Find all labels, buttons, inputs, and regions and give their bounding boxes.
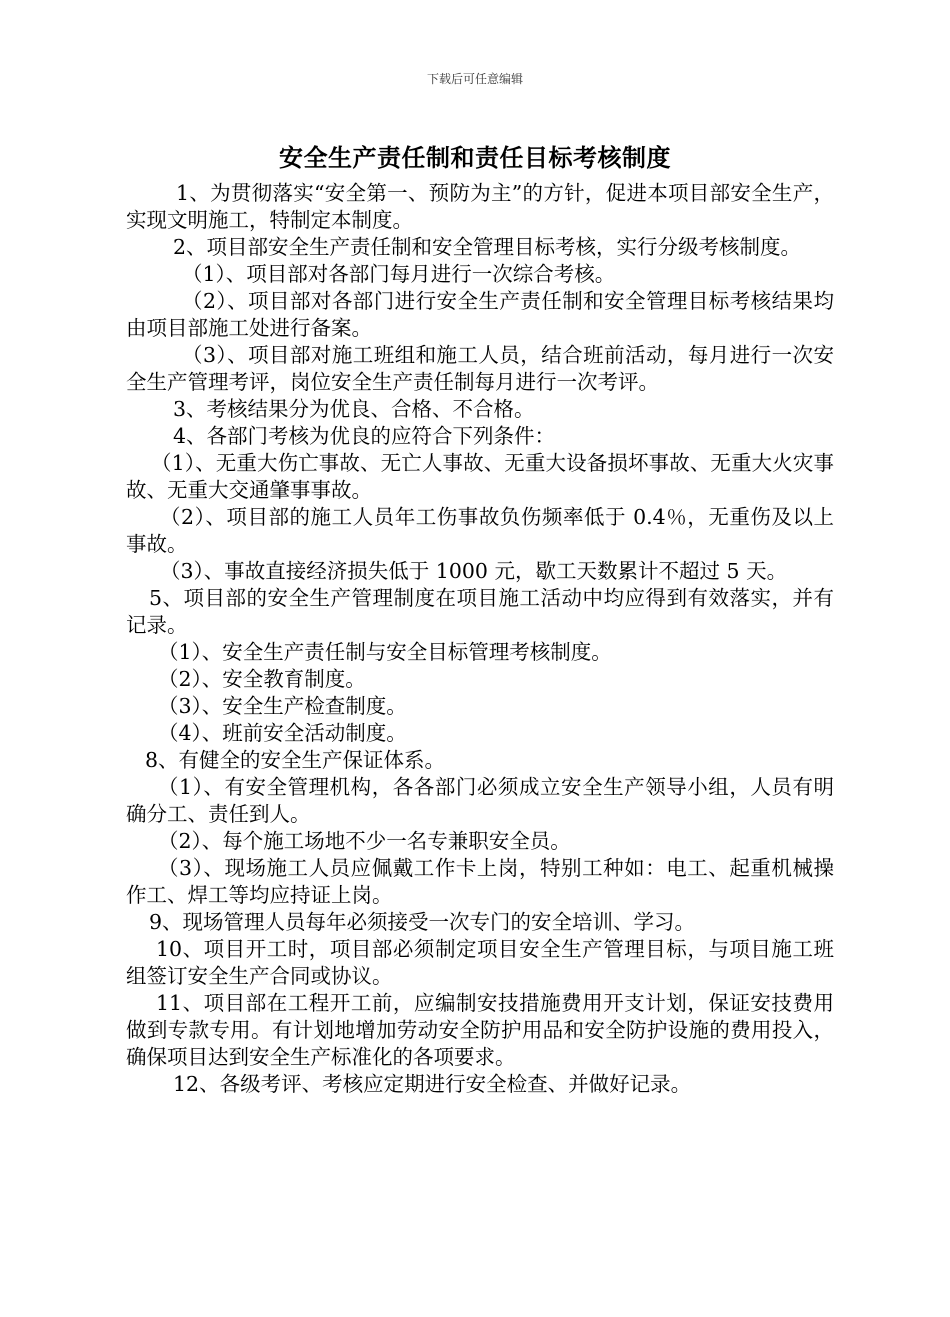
paragraph: （3）、事故直接经济损失低于 1000 元，歇工天数累计不超过 5 天。 bbox=[160, 559, 788, 583]
paragraph: （1）、项目部对各部门每月进行一次综合考核。 bbox=[182, 262, 616, 286]
paragraph: 12、各级考评、考核应定期进行安全检查、并做好记录。 bbox=[173, 1072, 692, 1096]
paragraph: 1、为贯彻落实“安全第一、预防为主”的方针，促进本项目部安全生产，实现文明施工，特制定本制度。 bbox=[126, 181, 834, 232]
paragraph: （1）、无重大伤亡事故、无亡人事故、无重大设备损坏事故、无重大火灾事故、无重大交通肇事事故。 bbox=[126, 451, 834, 502]
document-body bbox=[126, 180, 834, 1098]
paragraph: （3）、项目部对施工班组和施工人员，结合班前活动，每月进行一次安全生产管理考评，岗位安全生产责任制每月进行一次考评。 bbox=[126, 343, 834, 394]
paragraph: 5、项目部的安全生产管理制度在项目施工活动中均应得到有效落实，并有记录。 bbox=[126, 586, 834, 637]
paragraph: （2）、安全教育制度。 bbox=[158, 667, 366, 691]
paragraph: （1）、有安全管理机构，各各部门必须成立安全生产领导小组，人员有明确分工、责任到人。 bbox=[126, 775, 834, 826]
paragraph: 3、考核结果分为优良、合格、不合格。 bbox=[173, 397, 535, 421]
paragraph: （1）、安全生产责任制与安全目标管理考核制度。 bbox=[158, 640, 612, 664]
paragraph: 8、有健全的安全生产保证体系。 bbox=[145, 748, 446, 772]
paragraph: （2）、项目部的施工人员年工伤事故负伤频率低于 0.4％，无重伤及以上事故。 bbox=[126, 505, 834, 556]
paragraph: （3）、现场施工人员应佩戴工作卡上岗，特别工种如：电工、起重机械操作工、焊工等均应持证上岗。 bbox=[126, 856, 834, 907]
paragraph: 2、项目部安全生产责任制和安全管理目标考核，实行分级考核制度。 bbox=[173, 235, 802, 259]
paragraph: （2）、项目部对各部门进行安全生产责任制和安全管理目标考核结果均由项目部施工处进行备案。 bbox=[126, 289, 834, 340]
paragraph: 11、项目部在工程开工前，应编制安技措施费用开支计划，保证安技费用做到专款专用。有计划地增加劳动安全防护用品和安全防护设施的费用投入，确保项目达到安全生产标准化的各项要求。 bbox=[126, 991, 834, 1069]
header-note: 下载后可任意编辑 bbox=[426, 72, 523, 86]
paragraph: （4）、班前安全活动制度。 bbox=[158, 721, 407, 745]
paragraph: 10、项目开工时，项目部必须制定项目安全生产管理目标，与项目施工班组签订安全生产合同或协议。 bbox=[126, 937, 834, 988]
paragraph: （3）、安全生产检查制度。 bbox=[158, 694, 407, 718]
paragraph: 9、现场管理人员每年必须接受一次专门的安全培训、学习。 bbox=[149, 910, 696, 934]
document-title: 安全生产责任制和责任目标考核制度 bbox=[279, 143, 671, 172]
paragraph: （2）、每个施工场地不少一名专兼职安全员。 bbox=[158, 829, 571, 853]
paragraph: 4、各部门考核为优良的应符合下列条件： bbox=[173, 424, 556, 448]
